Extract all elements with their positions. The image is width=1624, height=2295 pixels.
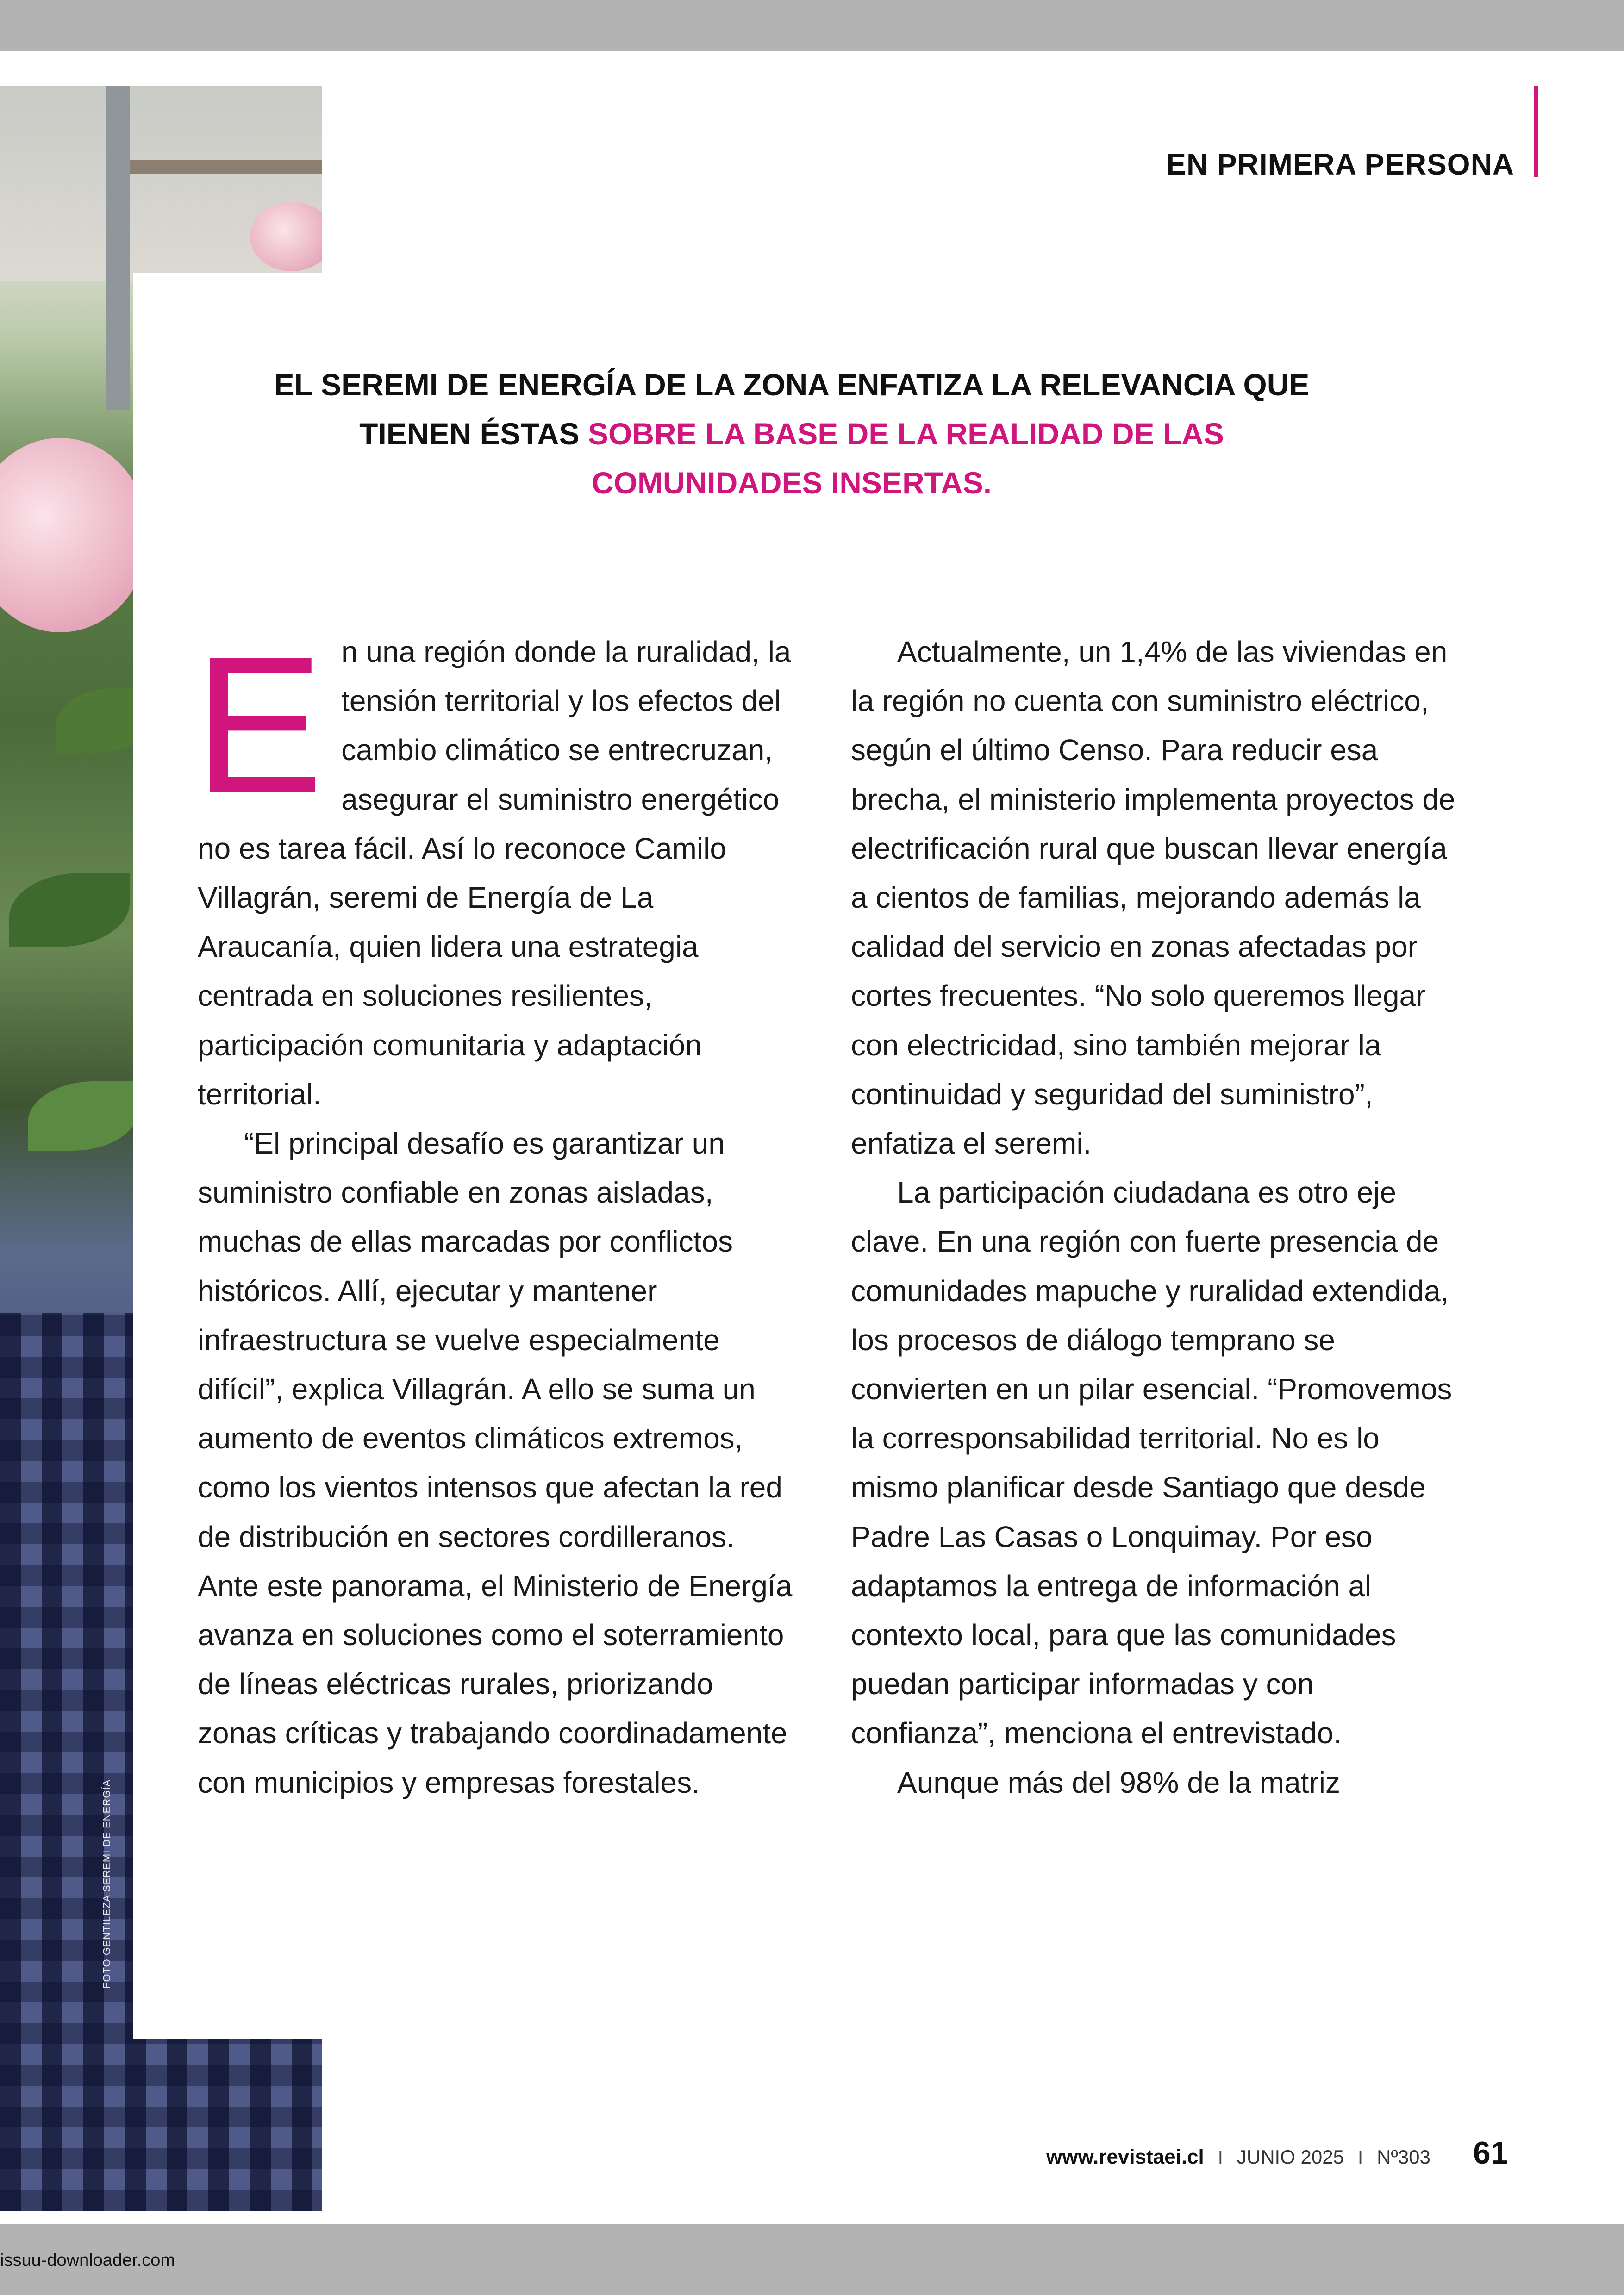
deck-part-dark: EL SEREMI DE ENERGÍA DE LA ZONA ENFATIZA LA RELEVANCIA QUE TIENEN ÉSTAS: [274, 368, 1310, 451]
article-deck: [259, 360, 1324, 507]
photo-beam: [130, 160, 322, 174]
section-title: EN PRIMERA PERSONA: [1166, 148, 1514, 181]
paragraph: “El principal desafío es garantizar un suministro confiable en zonas aisladas, muchas de ellas marcadas por conflictos históricos. Allí, ejecutar y mantener infraestructura se vuelve especialmente difícil”, explica Villagrán. A ello se suma un aumento de eventos climáticos extremos, como los vientos intensos que afectan la red de distribución en sectores cordilleranos. Ante este panorama, el Ministerio de Energía avanza en soluciones como el soterramiento de líneas eléctricas rurales, priorizando zonas críticas y trabajando coordinadamente con municipios y empresas forestales.: [198, 1127, 793, 1799]
paragraph: n una región donde la ruralidad, la tensión territorial y los efectos del cambio climático se entrecruzan, asegurar el suministro energético no es tarea fácil. Así lo reconoce Camilo Villagrán, seremi de Energía de La Araucanía, quien lidera una estrategia centrada en soluciones resilientes, participación comunitaria y adaptación territorial.: [198, 635, 791, 1111]
section-accent-rule: [1534, 86, 1538, 177]
article-column-left: [194, 617, 800, 1807]
photo-rose: [0, 438, 148, 632]
paragraph: Aunque más del 98% de la matriz: [897, 1765, 1340, 1799]
paragraph: Actualmente, un 1,4% de las viviendas en la región no cuenta con suministro eléctrico, según el último Censo. Para reducir esa brecha, el ministerio implementa proyectos de electrificación rural que buscan llevar energía a cientos de familias, mejorando además la calidad del servicio en zonas afectadas por cortes frecuentes. “No solo queremos llegar con electricidad, sino también mejorar la continuidad y seguridad del suministro”, enfatiza el seremi.: [851, 635, 1455, 1160]
photo-credit: FOTO GENTILEZA SEREMI DE ENERGÍA: [101, 1779, 112, 1989]
article-column-right: [851, 627, 1462, 1807]
page-footer: [1046, 2135, 1508, 2172]
page-number: 61: [1473, 2135, 1508, 2170]
drop-cap: E: [194, 617, 324, 834]
photo-pole: [106, 86, 130, 410]
footer-separator: I: [1358, 2147, 1363, 2168]
deck-part-accent: SOBRE LA BASE DE LA REALIDAD DE LAS COMUNIDADES INSERTAS.: [588, 417, 1224, 500]
viewer-bottom-bar: [0, 2224, 1624, 2295]
paragraph: La participación ciudadana es otro eje clave. En una región con fuerte presencia de comunidades mapuche y ruralidad extendida, los procesos de diálogo temprano se convierten en un pilar esencial. “Promovemos la corresponsabilidad territorial. No es lo mismo planificar desde Santiago que desde Padre Las Casas o Lonquimay. Por eso adaptamos la entrega de información al contexto local, para que las comunidades puedan participar informadas y con confianza”, menciona el entrevistado.: [851, 1176, 1452, 1750]
footer-separator: I: [1218, 2147, 1223, 2168]
footer-url[interactable]: www.revistaei.cl: [1046, 2145, 1204, 2168]
viewer-top-bar: [0, 0, 1624, 51]
viewer-watermark[interactable]: issuu-downloader.com: [0, 2251, 175, 2270]
photo-leaf: [28, 1081, 139, 1151]
footer-date: JUNIO 2025: [1237, 2146, 1344, 2168]
photo-leaf: [9, 873, 130, 947]
footer-issue-number: Nº303: [1377, 2146, 1430, 2168]
